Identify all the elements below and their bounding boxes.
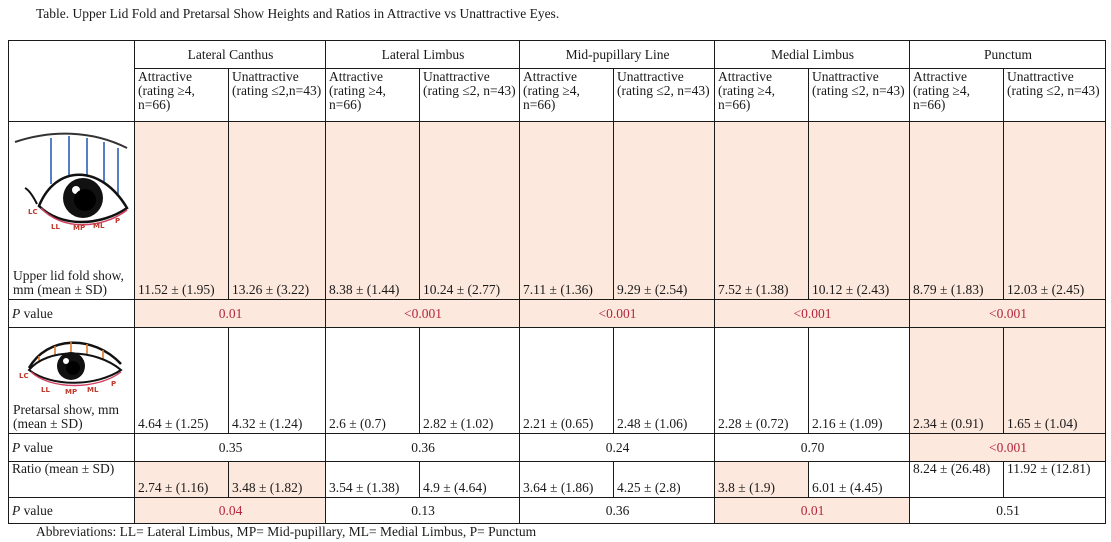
sub-header-cell: Unattractive (rating ≤2, n=43) <box>614 69 715 122</box>
p-value-cell: 0.01 <box>135 300 326 328</box>
eye-diagram-upper-lid-icon <box>11 126 131 236</box>
ratio-value-cell: 4.9 ± (4.64) <box>420 462 520 498</box>
p-value-cell: <0.001 <box>910 300 1106 328</box>
p-value-label: P value <box>9 434 135 462</box>
group-header-lateral-canthus: Lateral Canthus <box>135 41 326 69</box>
eye-label-lc: LC <box>19 372 29 380</box>
eye-label-ml: ML <box>87 386 99 394</box>
p-value-cell: <0.001 <box>326 300 520 328</box>
upper-lid-value-cell: 10.24 ± (2.77) <box>420 122 520 300</box>
p-value-cell: 0.36 <box>520 498 715 524</box>
p-value-cell: 0.35 <box>135 434 326 462</box>
pretarsal-row <box>9 328 1106 434</box>
sub-header-cell: Unattractive (rating ≤2, n=43) <box>1004 69 1106 122</box>
p-value-cell: 0.04 <box>135 498 326 524</box>
pretarsal-value-cell: 4.64 ± (1.25) <box>135 328 229 434</box>
pretarsal-p-row <box>9 434 1106 462</box>
sub-header-row <box>9 69 1106 122</box>
p-value-cell: 0.01 <box>715 498 910 524</box>
pretarsal-value-cell: 2.48 ± (1.06) <box>614 328 715 434</box>
ratio-value-cell: 3.48 ± (1.82) <box>229 462 326 498</box>
p-value-cell: <0.001 <box>910 434 1106 462</box>
ratio-value-cell: 2.74 ± (1.16) <box>135 462 229 498</box>
eye-label-mp: MP <box>73 224 86 232</box>
p-value-label: P value <box>9 498 135 524</box>
ratio-p-row <box>9 498 1106 524</box>
upper-lid-value-cell: 10.12 ± (2.43) <box>809 122 910 300</box>
p-value-cell: 0.13 <box>326 498 520 524</box>
group-header-medial-limbus: Medial Limbus <box>715 41 910 69</box>
upper-lid-value-cell: 12.03 ± (2.45) <box>1004 122 1106 300</box>
upper-lid-value-cell: 8.79 ± (1.83) <box>910 122 1004 300</box>
eye-label-p: P <box>111 380 117 388</box>
eye-label-ll: LL <box>51 223 60 231</box>
sub-header-cell: Attractive (rating ≥4, n=66) <box>135 69 229 122</box>
group-header-mid-pupillary: Mid-pupillary Line <box>520 41 715 69</box>
eye-label-ml: ML <box>93 222 105 230</box>
ratio-value-cell: 3.54 ± (1.38) <box>326 462 420 498</box>
eye-diagram-pretarsal-icon <box>11 334 125 398</box>
pretarsal-value-cell: 2.16 ± (1.09) <box>809 328 910 434</box>
ratio-row <box>9 462 1106 498</box>
eye-label-ll: LL <box>41 386 50 394</box>
sub-header-cell: Attractive (rating ≥4, n=66) <box>910 69 1004 122</box>
p-value-cell: 0.70 <box>715 434 910 462</box>
upper-lid-label-cell <box>9 122 135 300</box>
upper-lid-value-cell: 13.26 ± (3.22) <box>229 122 326 300</box>
p-value-label: P value <box>9 300 135 328</box>
group-header-punctum: Punctum <box>910 41 1106 69</box>
ratio-value-cell: 11.92 ± (12.81) <box>1004 462 1106 498</box>
corner-cell-lower <box>9 69 135 122</box>
eye-label-mp: MP <box>65 388 78 396</box>
eye-label-p: P <box>115 217 121 225</box>
pretarsal-value-cell: 4.32 ± (1.24) <box>229 328 326 434</box>
p-value-cell: 0.24 <box>520 434 715 462</box>
sub-header-cell: Unattractive (rating ≤2, n=43) <box>420 69 520 122</box>
ratio-value-cell: 3.64 ± (1.86) <box>520 462 614 498</box>
upper-lid-row <box>9 122 1106 300</box>
ratio-label: Ratio (mean ± SD) <box>9 462 135 498</box>
eye-label-lc: LC <box>28 208 38 216</box>
pretarsal-value-cell: 2.34 ± (0.91) <box>910 328 1004 434</box>
pretarsal-value-cell: 2.82 ± (1.02) <box>420 328 520 434</box>
group-header-row <box>9 41 1106 69</box>
upper-lid-value-cell: 8.38 ± (1.44) <box>326 122 420 300</box>
upper-lid-p-row <box>9 300 1106 328</box>
sub-header-cell: Attractive (rating ≥4, n=66) <box>520 69 614 122</box>
ratio-value-cell: 6.01 ± (4.45) <box>809 462 910 498</box>
sub-header-cell: Unattractive (rating ≤2, n=43) <box>809 69 910 122</box>
abbreviations-note: Abbreviations: LL= Lateral Limbus, MP= Mid-pupillary, ML= Medial Limbus, P= Punctum <box>36 524 537 539</box>
sub-header-cell: Unattractive (rating ≤2,n=43) <box>229 69 326 122</box>
p-value-cell: <0.001 <box>715 300 910 328</box>
results-table <box>8 40 1106 524</box>
sub-header-cell: Attractive (rating ≥4, n=66) <box>326 69 420 122</box>
upper-lid-value-cell: 11.52 ± (1.95) <box>135 122 229 300</box>
upper-lid-value-cell: 7.52 ± (1.38) <box>715 122 809 300</box>
pretarsal-value-cell: 2.6 ± (0.7) <box>326 328 420 434</box>
ratio-value-cell: 4.25 ± (2.8) <box>614 462 715 498</box>
pretarsal-label-cell <box>9 328 135 434</box>
ratio-value-cell: 8.24 ± (26.48) <box>910 462 1004 498</box>
p-value-cell: 0.36 <box>326 434 520 462</box>
pretarsal-label: Pretarsal show, mm (mean ± SD) <box>13 402 119 431</box>
sub-header-cell: Attractive (rating ≥4, n=66) <box>715 69 809 122</box>
corner-cell <box>9 41 135 69</box>
upper-lid-label: Upper lid fold show, mm (mean ± SD) <box>13 268 124 297</box>
upper-lid-value-cell: 7.11 ± (1.36) <box>520 122 614 300</box>
upper-lid-value-cell: 9.29 ± (2.54) <box>614 122 715 300</box>
pretarsal-value-cell: 2.28 ± (0.72) <box>715 328 809 434</box>
p-value-cell: 0.51 <box>910 498 1106 524</box>
pretarsal-value-cell: 1.65 ± (1.04) <box>1004 328 1106 434</box>
ratio-value-cell: 3.8 ± (1.9) <box>715 462 809 498</box>
table-title: Table. Upper Lid Fold and Pretarsal Show Heights and Ratios in Attractive vs Unattractive Eyes. <box>36 6 560 21</box>
p-value-cell: <0.001 <box>520 300 715 328</box>
pretarsal-value-cell: 2.21 ± (0.65) <box>520 328 614 434</box>
group-header-lateral-limbus: Lateral Limbus <box>326 41 520 69</box>
